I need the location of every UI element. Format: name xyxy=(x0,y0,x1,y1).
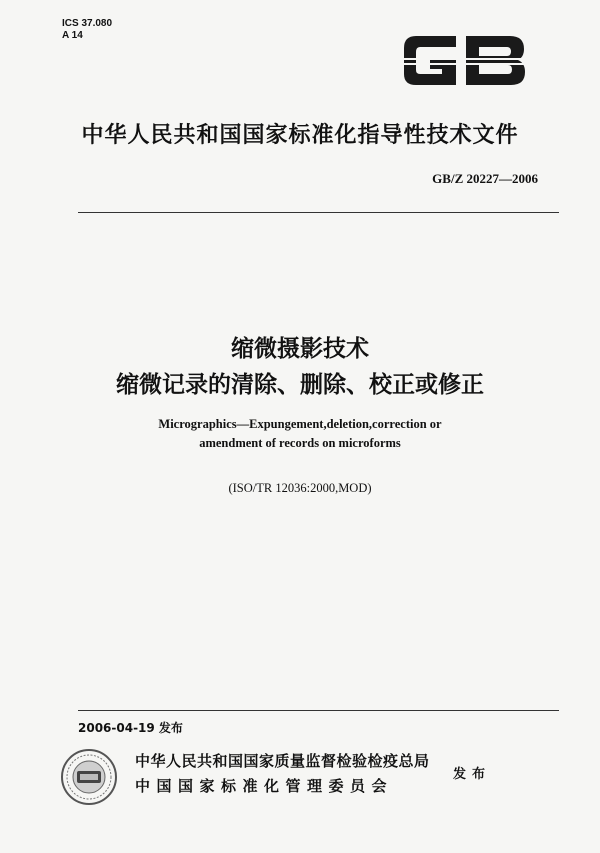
en-title-line1: Micrographics—Expungement,deletion,correction or xyxy=(158,417,442,431)
divider xyxy=(78,212,559,213)
ics-code: ICS 37.080 xyxy=(62,18,113,29)
divider xyxy=(78,710,559,711)
iso-reference: (ISO/TR 12036:2000,MOD) xyxy=(228,481,372,495)
issuer-line1: 中华人民共和国国家质量监督检验检疫总局 xyxy=(135,752,430,770)
cn-title-line1: 缩微摄影技术 xyxy=(231,336,369,362)
ccs-code: A 14 xyxy=(62,30,83,41)
issuer-line2: 中国国家标准化管理委员会 xyxy=(135,777,394,795)
ics-classification xyxy=(62,18,112,42)
publish-label: 发布 xyxy=(453,767,492,782)
standard-title: 中华人民共和国国家标准化指导性技术文件 xyxy=(81,123,519,148)
cn-title-line2: 缩微记录的清除、删除、校正或修正 xyxy=(116,372,484,398)
gb-logo-icon xyxy=(398,30,530,90)
anti-counterfeit-seal-icon xyxy=(60,748,118,806)
en-title-line2: amendment of records on microforms xyxy=(199,436,401,450)
standard-code: GB/Z 20227—2006 xyxy=(432,171,538,186)
issue-date: 2006-04-19 发布 xyxy=(78,721,183,735)
